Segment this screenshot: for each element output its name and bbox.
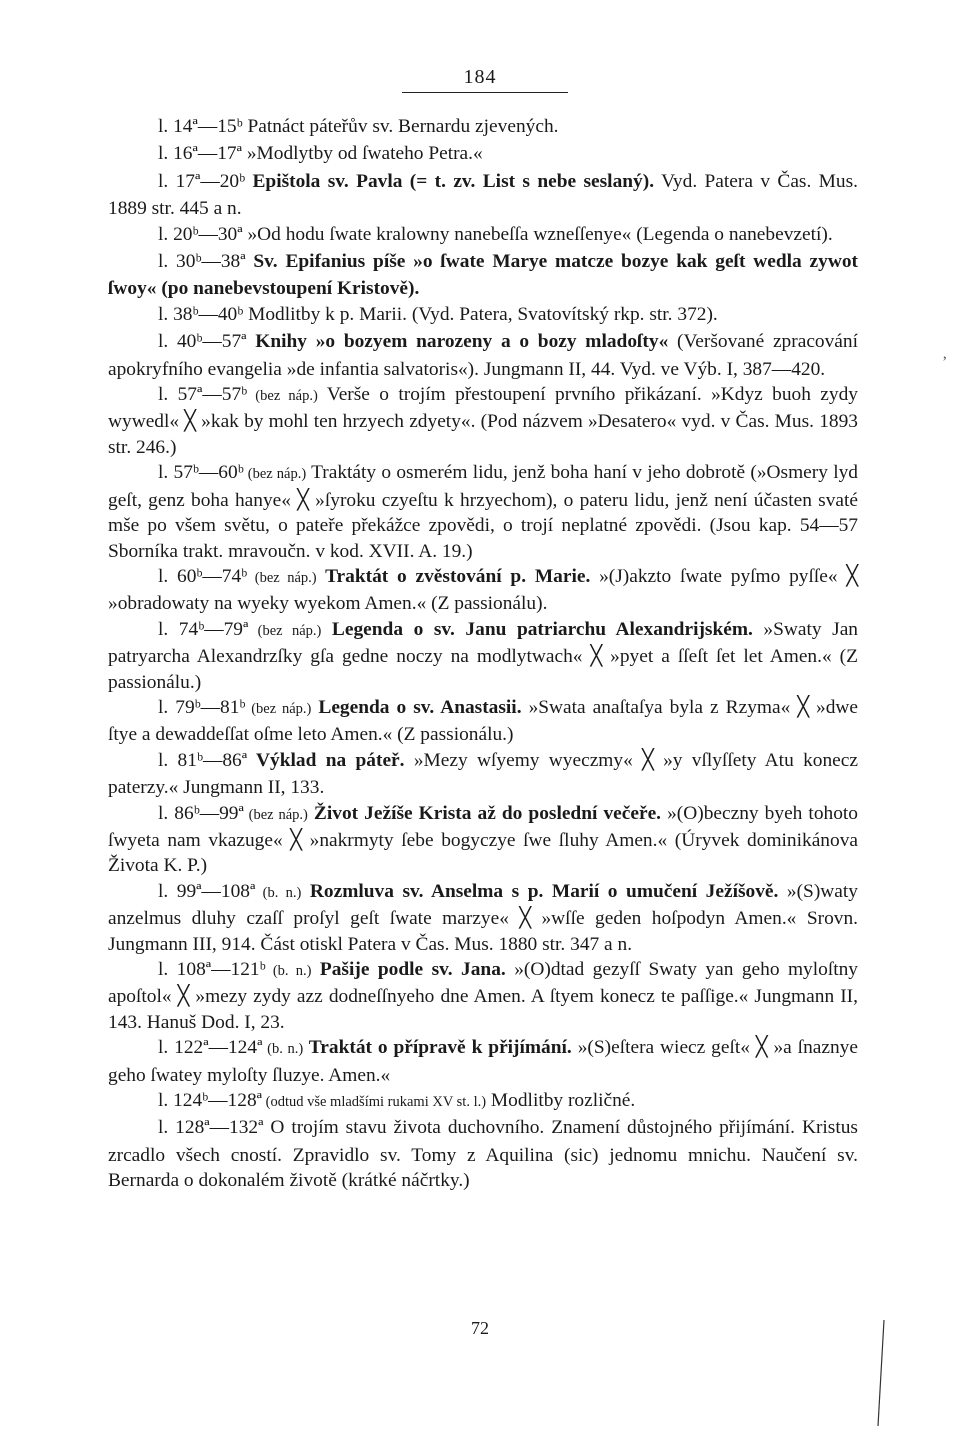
entry-title: Výklad na páteř. (247, 749, 405, 771)
entry-text: »(O)dtad gezyſſ Swaty yan geho myloſtny apoſtol« ╳ »mezy zydy azz dodneſſnyeho dne Amen. A ſtyem konecz te paſſige.« Jungmann II, 143. Hanuš Dod. I, 23. (108, 959, 858, 1033)
manuscript-entry (108, 617, 858, 695)
entry-title: Legenda o sv. Anastasii. (311, 696, 522, 718)
manuscript-entry (108, 748, 858, 801)
folio-reference: l. 14ª—15ᵇ (158, 116, 243, 137)
folio-reference: l. 57ª—57ᵇ (158, 384, 248, 406)
header-rule (402, 92, 568, 93)
manuscript-entry (108, 1088, 858, 1115)
entry-text: (Veršované zpracování apokryfního evangelia »de infantia salvatoris«). Jungmann II, 44. Vyd. ve Výb. I, 387—420. (108, 331, 858, 380)
manuscript-entry (108, 302, 858, 329)
entry-text: »Mezy wſyemy wyeczmy« ╳ »y vſlyſſety Atu konecz paterzy.« Jungmann II, 133. (108, 749, 858, 799)
entry-text: Traktáty o osmerém lidu, jenž boha haní v jeho dobrotě (»Osmery lyd geſt, genz boha hanye« ╳ »ſyroku czyeſtu k hrzyechom), o pateru lidu, jenž není účasten svaté mše po všem světu, o pateře překážce zpovědi, o trojí neplatné zpovědi. (Jsou kap. 54—57 Sborníka trakt. mravoučn. v kod. XVII. A. 19.) (108, 462, 858, 562)
manuscript-entry (108, 801, 858, 879)
entry-title: Legenda o sv. Janu patriarchu Alexandrijském. (321, 618, 753, 640)
folio-reference: l. 57ᵇ—60ᵇ (158, 462, 244, 484)
entry-note: (b. n.) (265, 963, 312, 979)
entry-text: »Swata anaſtaſya byla z Rzyma« ╳ »dwe ſtye a dewaddeſſat oſme leto Amen.« (Z passionálu.) (108, 696, 859, 746)
entry-text: Modlitby rozličné. (486, 1090, 636, 1112)
entry-text: »Swaty Jan patryarcha Alexandrzſky gſa gedne noczy na modlytwach« ╳ »pyet a ſſeſt ſet let Amen.« (Z passionálu.) (108, 618, 859, 693)
manuscript-entry (108, 695, 858, 748)
entry-title: Traktát o přípravě k přijímání. (303, 1037, 572, 1059)
folio-reference: l. 20ᵇ—30ª (158, 223, 243, 245)
folio-reference: l. 122ª—124ª (158, 1037, 263, 1059)
manuscript-entry (108, 169, 858, 222)
entry-note: (bez náp.) (245, 700, 312, 717)
page-number: 184 (463, 66, 497, 88)
entry-text: »(O)beczny byeh tohoto ſwyeta nam vkazuge« ╳ »nakrmyty ſebe bogyczye ſwe ſluhy Amen.« (Úryvek dominikánova Života K. P.) (108, 802, 858, 877)
folio-reference: l. 16ª—17ª (158, 143, 242, 165)
folio-reference: l. 81ᵇ—86ª (158, 749, 248, 771)
entry-title: Pašije podle sv. Jana. (311, 959, 506, 980)
manuscript-entry (108, 1035, 858, 1088)
manuscript-entry (108, 460, 858, 564)
entry-title: Rozmluva sv. Anselma s p. Marií o umučení Ježíšově. (301, 880, 779, 902)
entry-text: »(J)akzto ſwate pyſmo pyſſe« ╳ »obradowaty na wyeky wyekom Amen.« (Z passionálu). (108, 565, 858, 615)
manuscript-entry (108, 382, 858, 460)
folio-reference: l. 79ᵇ—81ᵇ (158, 696, 246, 718)
entry-title: Epištola sv. Pavla (= t. zv. List s nebe seslaný). (245, 170, 655, 192)
manuscript-entry (108, 1115, 858, 1193)
folio-reference: l. 17ª—20ᵇ (158, 170, 246, 192)
folio-reference: l. 108ª—121ᵇ (158, 959, 266, 980)
folio-reference: l. 124ᵇ—128ª (158, 1090, 262, 1112)
entry-title: Sv. Epifanius píše »o ſwate Marye matcze bozye kak geſt wedla zywot ſwoy« (po nanebevstoupení Kristově). (108, 251, 858, 300)
entry-text: Modlitby k p. Marii. (Vyd. Patera, Svatovítský rkp. str. 372). (243, 303, 718, 325)
entry-text: »Od hodu ſwate kralowny nanebeſſa wzneſſenye« (Legenda o nanebevzetí). (242, 223, 833, 245)
entry-title: Traktát o zvěstování p. Marie. (316, 565, 591, 587)
manuscript-entry (108, 249, 858, 302)
entry-note: (bez náp.) (248, 622, 322, 639)
entry-note: (bez náp.) (243, 806, 308, 823)
folio-reference: l. 128ª—132ª (158, 1117, 264, 1139)
margin-mark: ’ (942, 354, 948, 371)
entry-note: (bez náp.) (243, 466, 307, 483)
entry-note: (odtud vše mladšími rukami XV st. l.) (262, 1094, 487, 1111)
manuscript-entry (108, 114, 858, 141)
manuscript-entry (108, 564, 858, 617)
manuscript-entry (108, 879, 858, 957)
entry-title: Knihy »o bozyem narozeny a o bozy mladoſty« (246, 331, 669, 353)
entry-note: (bez náp.) (247, 388, 318, 405)
manuscript-entry (108, 141, 858, 168)
entry-text: Patnáct páteřův sv. Bernardu zjevených. (242, 116, 559, 137)
sheet-number: 72 (471, 1318, 489, 1338)
entry-text: »(S)eſtera wiecz geſt« ╳ »a ſnaznye geho ſwatey myloſty ſluzye. Amen.« (108, 1037, 858, 1086)
folio-reference: l. 30ᵇ—38ª (158, 251, 246, 273)
manuscript-entry (108, 329, 858, 382)
manuscript-entry (108, 222, 858, 249)
entry-title: Život Ježíše Krista až do poslední večeře. (307, 802, 662, 824)
entry-note: (bez náp.) (247, 569, 317, 586)
entry-note: (b. n.) (262, 1041, 304, 1058)
entry-text: O trojím stavu života duchovního. Znamení důstojného přijímání. Kristus zrcadlo všech cností. Zpravidlo sv. Tomy z Aquilina (sic) jednomu mnichu. Naučení sv. Bernarda o dokonalém životě (krátké náčrtky.) (108, 1117, 858, 1192)
folio-reference: l. 74ᵇ—79ª (158, 618, 249, 640)
folio-reference: l. 99ª—108ª (158, 880, 256, 902)
entry-text: Vyd. Patera v Čas. Mus. 1889 str. 445 a n. (108, 170, 859, 220)
folio-reference: l. 86ᵇ—99ª (158, 802, 244, 824)
entry-note: (b. n.) (255, 884, 302, 901)
folio-reference: l. 60ᵇ—74ᵇ (158, 565, 248, 587)
entry-text: »Modlytby od ſwateho Petra.« (241, 143, 483, 165)
folio-reference: l. 40ᵇ—57ª (158, 331, 247, 353)
entry-text: Verše o trojím přestoupení prvního přikázaní. »Kdyz buoh zydy wywedl« ╳ »kak by mohl ten hrzyech zdyety«. (Pod názvem »Desatero« vyd. v Čas. Mus. 1893 str. 246.) (108, 384, 859, 458)
manuscript-entry (108, 957, 858, 1035)
folio-reference: l. 38ᵇ—40ᵇ (158, 303, 244, 325)
entry-text: »(S)waty anzelmus dluhy czaſſ proſyl geſt ſwate marzye« ╳ »wſſe geden hoſpodyn Amen.« Srovn. Jungmann III, 914. Část otiskl Patera v Čas. Mus. 1880 str. 347 a n. (108, 880, 858, 955)
manuscript-description (108, 114, 858, 1194)
